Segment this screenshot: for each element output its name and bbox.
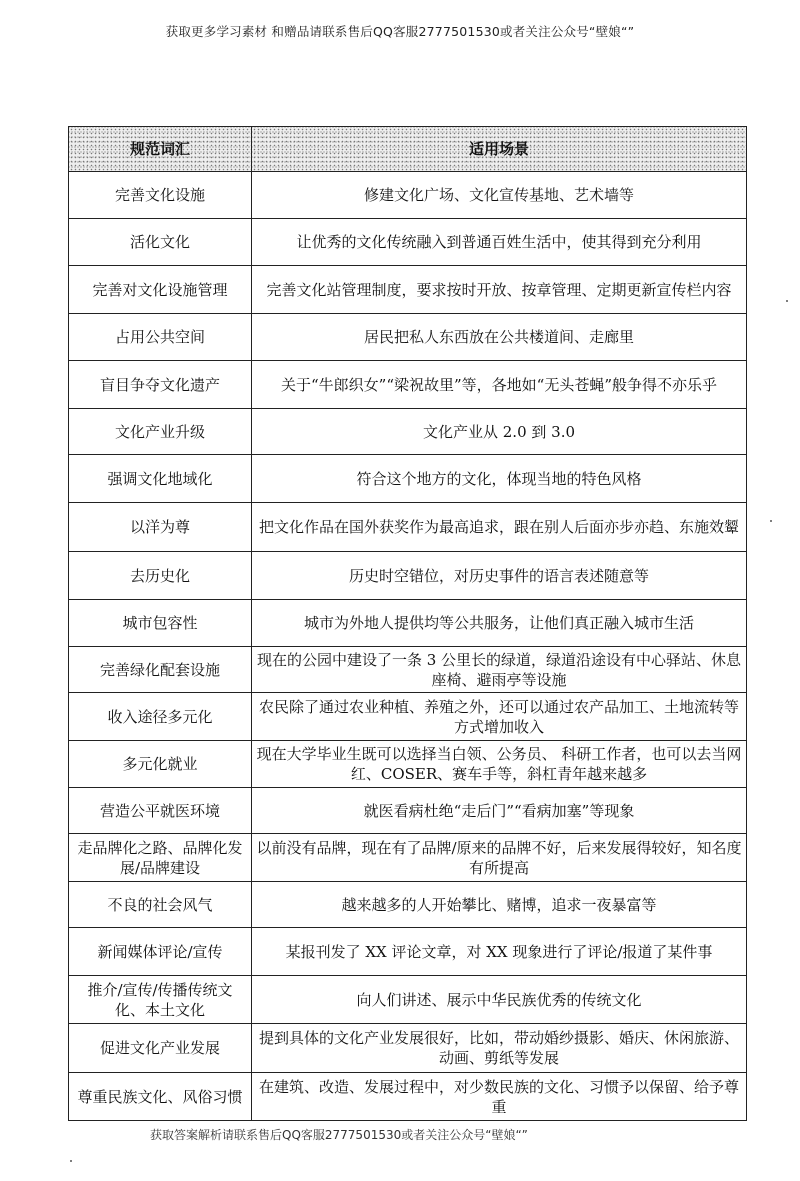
table-row <box>69 552 747 600</box>
table-row <box>69 834 747 882</box>
table-row <box>69 693 747 741</box>
term-cell: 完善对文化设施管理 <box>69 266 252 314</box>
scene-cell: 越来越多的人开始攀比、赌博，追求一夜暴富等 <box>252 882 747 928</box>
term-cell: 促进文化产业发展 <box>69 1024 252 1073</box>
scene-cell: 关于“牛郎织女”“梁祝故里”等，各地如“无头苍蝇”般争得不亦乐乎 <box>252 361 747 409</box>
term-cell: 推介/宣传/传播传统文化、本土文化 <box>69 976 252 1024</box>
scene-cell: 提到具体的文化产业发展很好，比如，带动婚纱摄影、婚庆、休闲旅游、动画、剪纸等发展 <box>252 1024 747 1073</box>
table-row <box>69 1073 747 1121</box>
scene-cell: 让优秀的文化传统融入到普通百姓生活中，使其得到充分利用 <box>252 219 747 266</box>
table-row <box>69 266 747 314</box>
term-cell: 占用公共空间 <box>69 314 252 361</box>
scene-cell: 修建文化广场、文化宣传基地、艺术墙等 <box>252 172 747 219</box>
table-row <box>69 503 747 552</box>
scene-cell: 向人们讲述、展示中华民族优秀的传统文化 <box>252 976 747 1024</box>
table-header-row <box>69 127 747 172</box>
term-cell: 盲目争夺文化遗产 <box>69 361 252 409</box>
column-header-scene: 适用场景 <box>252 127 747 172</box>
table-row <box>69 976 747 1024</box>
term-cell: 不良的社会风气 <box>69 882 252 928</box>
scene-cell: 文化产业从 2.0 到 3.0 <box>252 409 747 455</box>
scene-cell: 历史时空错位，对历史事件的语言表述随意等 <box>252 552 747 600</box>
table-row <box>69 314 747 361</box>
table-row <box>69 928 747 976</box>
table-row <box>69 741 747 788</box>
table-row <box>69 882 747 928</box>
term-cell: 多元化就业 <box>69 741 252 788</box>
scan-speck <box>786 300 788 302</box>
term-cell: 去历史化 <box>69 552 252 600</box>
table-row <box>69 172 747 219</box>
scene-cell: 居民把私人东西放在公共楼道间、走廊里 <box>252 314 747 361</box>
table-row <box>69 409 747 455</box>
table-row <box>69 219 747 266</box>
term-cell: 尊重民族文化、风俗习惯 <box>69 1073 252 1121</box>
term-cell: 活化文化 <box>69 219 252 266</box>
table-row <box>69 788 747 834</box>
scene-cell: 农民除了通过农业种植、养殖之外，还可以通过农产品加工、土地流转等方式增加收入 <box>252 693 747 741</box>
table-row <box>69 600 747 647</box>
header-note: 获取更多学习素材 和赠品请联系售后QQ客服2777501530或者关注公众号“壁娘“” <box>165 24 635 39</box>
scene-cell: 把文化作品在国外获奖作为最高追求，跟在别人后面亦步亦趋、东施效颦 <box>252 503 747 552</box>
footer-note: 获取答案解析请联系售后QQ客服2777501530或者关注公众号“壁娘“” <box>150 1128 528 1142</box>
table-row <box>69 1024 747 1073</box>
term-cell: 文化产业升级 <box>69 409 252 455</box>
term-cell: 完善文化设施 <box>69 172 252 219</box>
table-row <box>69 647 747 693</box>
term-cell: 收入途径多元化 <box>69 693 252 741</box>
term-cell: 新闻媒体评论/宣传 <box>69 928 252 976</box>
term-cell: 走品牌化之路、品牌化发展/品牌建设 <box>69 834 252 882</box>
scene-cell: 城市为外地人提供均等公共服务，让他们真正融入城市生活 <box>252 600 747 647</box>
term-cell: 营造公平就医环境 <box>69 788 252 834</box>
vocabulary-table <box>68 126 747 1121</box>
scene-cell: 现在的公园中建设了一条 3 公里长的绿道，绿道沿途设有中心驿站、休息座椅、避雨亭等设施 <box>252 647 747 693</box>
term-cell: 完善绿化配套设施 <box>69 647 252 693</box>
scene-cell: 某报刊发了 XX 评论文章，对 XX 现象进行了评论/报道了某件事 <box>252 928 747 976</box>
scene-cell: 完善文化站管理制度，要求按时开放、按章管理、定期更新宣传栏内容 <box>252 266 747 314</box>
term-cell: 强调文化地域化 <box>69 455 252 503</box>
scan-speck <box>770 520 772 522</box>
scene-cell: 以前没有品牌，现在有了品牌/原来的品牌不好，后来发展得较好，知名度有所提高 <box>252 834 747 882</box>
scene-cell: 在建筑、改造、发展过程中，对少数民族的文化、习惯予以保留、给予尊重 <box>252 1073 747 1121</box>
scene-cell: 就医看病杜绝“走后门”“看病加塞”等现象 <box>252 788 747 834</box>
scan-speck <box>70 1160 72 1162</box>
term-cell: 城市包容性 <box>69 600 252 647</box>
table-row <box>69 361 747 409</box>
term-cell: 以洋为尊 <box>69 503 252 552</box>
table-row <box>69 455 747 503</box>
scene-cell: 符合这个地方的文化，体现当地的特色风格 <box>252 455 747 503</box>
scene-cell: 现在大学毕业生既可以选择当白领、公务员、 科研工作者，也可以去当网红、COSER、赛车手等，斜杠青年越来越多 <box>252 741 747 788</box>
column-header-term: 规范词汇 <box>69 127 252 172</box>
